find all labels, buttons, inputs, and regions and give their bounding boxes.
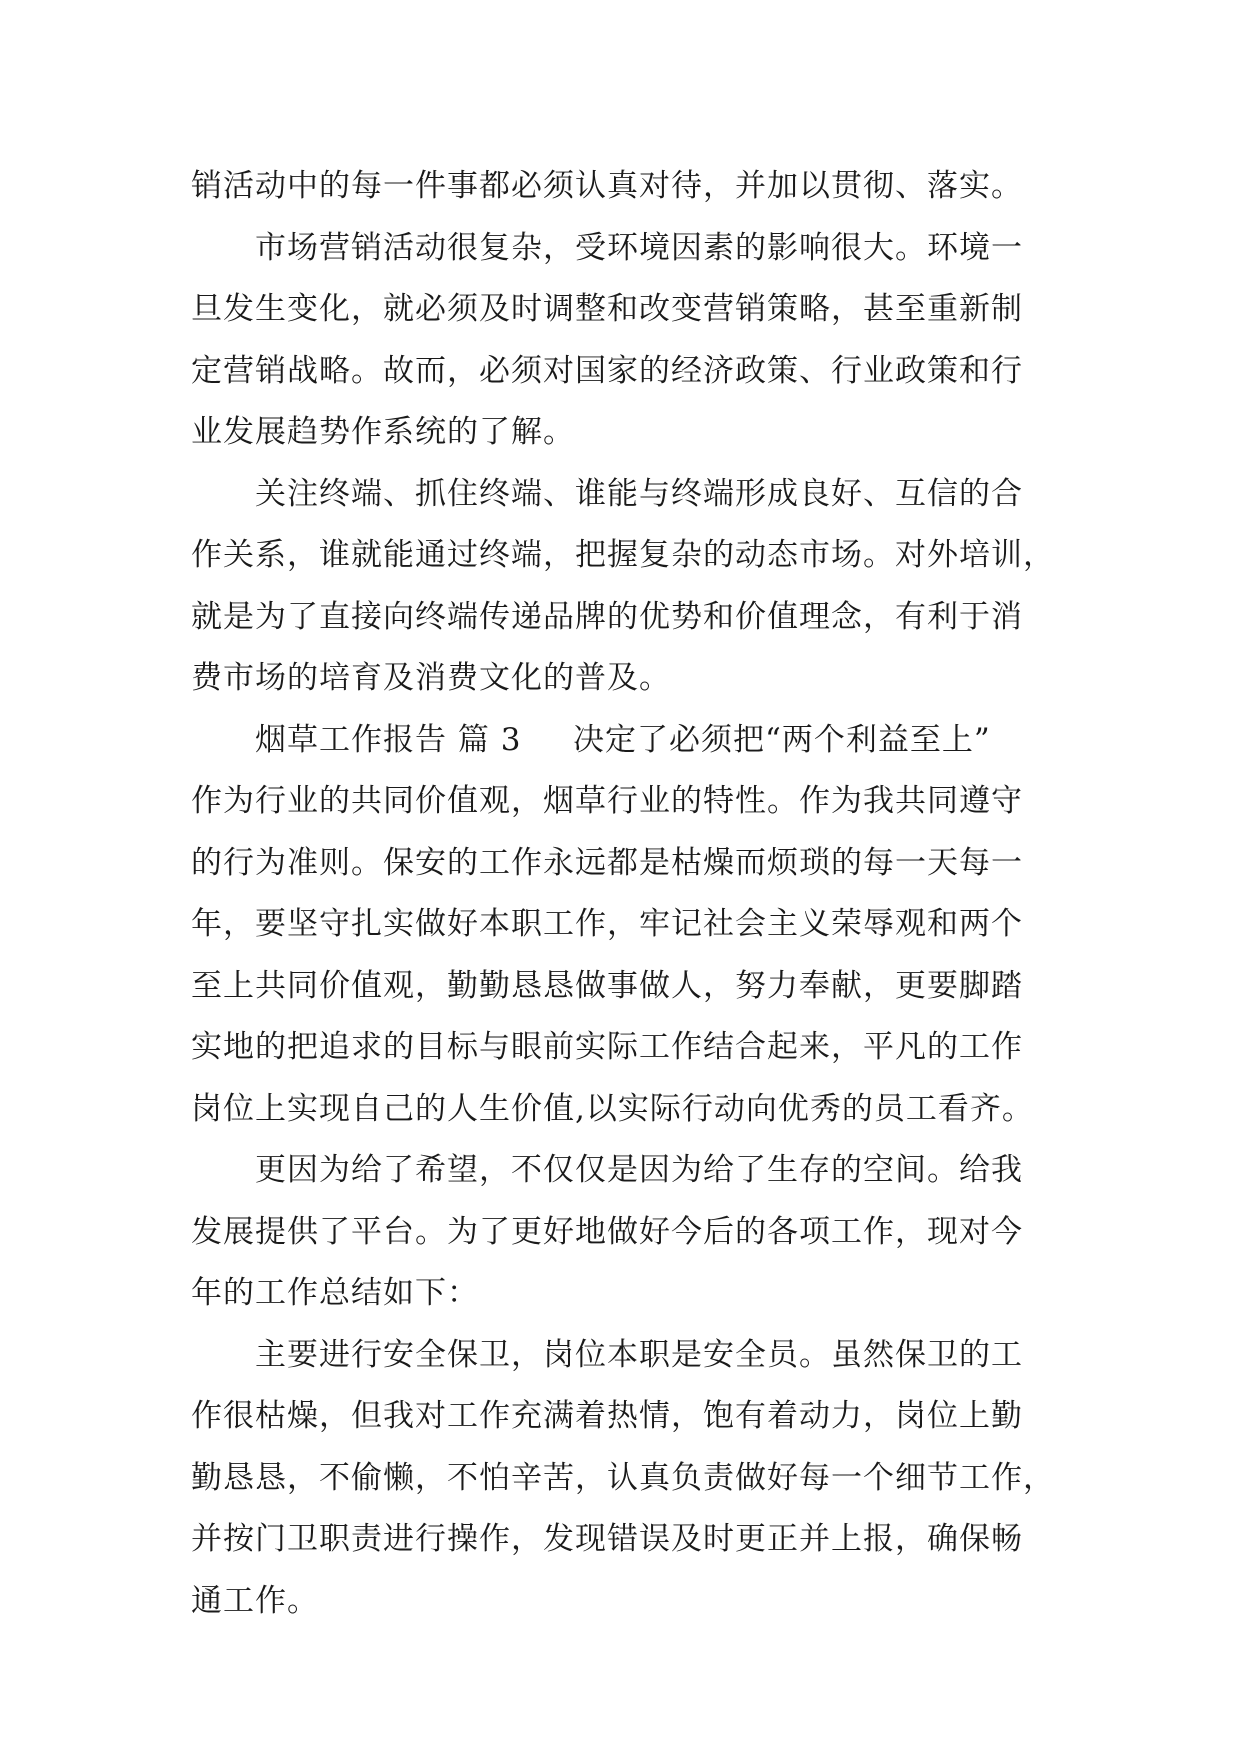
paragraph-first-line: 主要进行安全保卫，岗位本职是安全员。虽然保卫的工 (255, 1336, 1023, 1373)
text-line: 定营销战略。故而，必须对国家的经济政策、行业政策和行 (191, 352, 1023, 389)
text-line: 年的工作总结如下： (191, 1275, 479, 1311)
section-heading-line (191, 710, 1047, 772)
text-line: 作很枯燥，但我对工作充满着热情，饱有着动力，岗位上勤 (191, 1398, 1023, 1434)
text-line: 销活动中的每一件事都必须认真对待，并加以贯彻、落实。 (191, 168, 1023, 204)
heading-continuation-text: 决定了必须把“两个利益至上” (573, 721, 991, 758)
text-line: 勤恳恳，不偷懒，不怕辛苦，认真负责做好每一个细节工作， (191, 1459, 1055, 1496)
paragraph-first-line: 更因为给了希望，不仅仅是因为给了生存的空间。给我 (255, 1152, 1023, 1188)
text-line: 至上共同价值观，勤勤恳恳做事做人，努力奉献，更要脚踏 (191, 967, 1023, 1004)
text-line: 的行为准则。保安的工作永远都是枯燥而烦琐的每一天每一 (191, 844, 1023, 881)
text-line: 费市场的培育及消费文化的普及。 (191, 660, 671, 696)
text-line: 作关系，谁就能通过终端，把握复杂的动态市场。对外培训， (191, 537, 1055, 573)
text-line: 通工作。 (191, 1582, 319, 1619)
text-line: 实地的把追求的目标与眼前实际工作结合起来，平凡的工作 (191, 1029, 1023, 1065)
paragraph-first-line: 关注终端、抓住终端、谁能与终端形成良好、互信的合 (255, 475, 1023, 512)
text-line: 并按门卫职责进行操作，发现错误及时更正并上报，确保畅 (191, 1521, 1023, 1557)
text-line: 旦发生变化，就必须及时调整和改变营销策略，甚至重新制 (191, 291, 1023, 327)
body-text (191, 156, 1055, 1632)
paragraph-first-line: 市场营销活动很复杂，受环境因素的影响很大。环境一 (255, 229, 1023, 266)
text-line: 就是为了直接向终端传递品牌的优势和价值理念，有利于消 (191, 598, 1023, 635)
text-line: 发展提供了平台。为了更好地做好今后的各项工作，现对今 (191, 1213, 1023, 1250)
text-line: 年，要坚守扎实做好本职工作，牢记社会主义荣辱观和两个 (191, 906, 1023, 942)
section-heading: 烟草工作报告 篇 3 (255, 721, 522, 758)
text-line: 作为行业的共同价值观，烟草行业的特性。作为我共同遵守 (191, 783, 1023, 819)
text-line: 业发展趋势作系统的了解。 (191, 414, 575, 450)
text-line: 岗位上实现自己的人生价值,以实际行动向优秀的员工看齐。 (191, 1090, 1034, 1127)
